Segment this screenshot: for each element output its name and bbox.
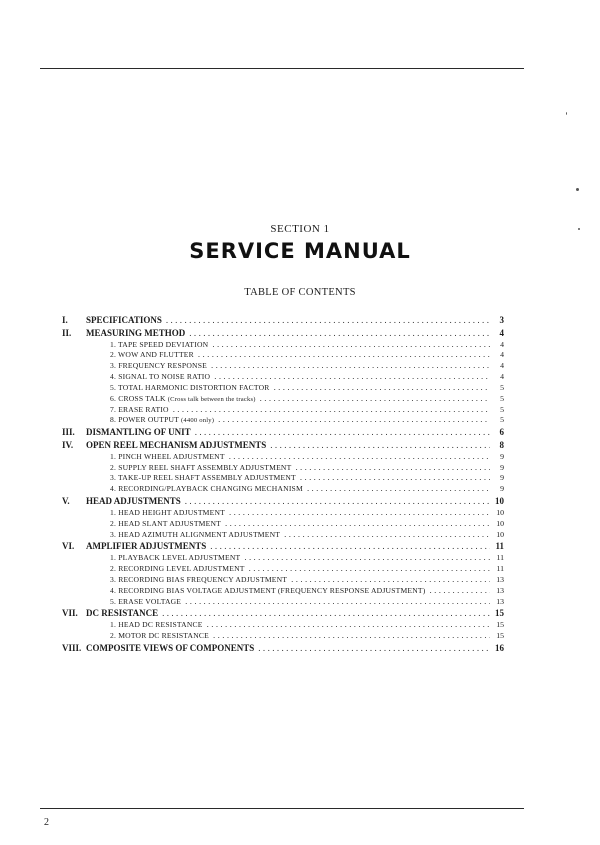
toc-subsection-row (62, 371, 504, 382)
scan-speck (578, 228, 580, 230)
toc-title-text: 1. HEAD HEIGHT ADJUSTMENT (110, 507, 225, 517)
toc-dot-leader (307, 483, 490, 494)
toc-title-text: 5. TOTAL HARMONIC DISTORTION FACTOR (110, 382, 270, 392)
toc-title (110, 508, 225, 519)
toc-title-text: 1. HEAD DC RESISTANCE (110, 620, 203, 630)
toc-title (86, 643, 254, 654)
toc-dot-leader (258, 643, 490, 654)
toc-subsection-row (62, 349, 504, 360)
toc-title (110, 519, 221, 530)
toc-dot-leader (244, 552, 490, 563)
toc-section-row (62, 328, 504, 339)
toc-title (86, 440, 266, 451)
toc-title-text: 4. RECORDING BIAS VOLTAGE ADJUSTMENT (FREQUENCY RESPONSE ADJUSTMENT) (110, 585, 426, 595)
toc-subsection-row (62, 585, 504, 596)
toc-dot-leader (211, 360, 490, 371)
toc-title-text: 2. MOTOR DC RESISTANCE (110, 630, 210, 640)
toc-number: VI. (62, 541, 75, 552)
toc-dot-leader (198, 349, 490, 360)
toc-note: (Cross talk between the tracks) (167, 395, 256, 403)
toc-page-number: 5 (500, 393, 504, 403)
toc-title-text: 2. RECORDING LEVEL ADJUSTMENT (110, 564, 245, 574)
toc-page-number: 4 (500, 361, 504, 371)
toc-subsection-row (62, 552, 504, 563)
toc-number: III. (62, 427, 75, 438)
toc-title (86, 541, 206, 552)
scan-speck (576, 188, 579, 191)
toc-page-number: 13 (496, 574, 504, 584)
toc-number: VIII. (62, 642, 82, 653)
toc-title-text: 1. TAPE SPEED DEVIATION (110, 339, 209, 349)
toc-number: V. (62, 496, 70, 507)
toc-page-number: 5 (500, 382, 504, 392)
toc-dot-leader (260, 393, 490, 404)
bottom-rule (40, 808, 524, 809)
toc-page-number: 15 (495, 608, 504, 619)
toc-page-number: 13 (496, 596, 504, 606)
toc-section-row (62, 608, 504, 619)
toc-page-number: 10 (496, 518, 504, 528)
toc-dot-leader (185, 596, 490, 607)
toc-title (110, 484, 303, 495)
toc-dot-leader (300, 472, 490, 483)
toc-title (110, 597, 181, 608)
toc-dot-leader (274, 382, 490, 393)
top-rule (40, 68, 524, 69)
toc-section-row (62, 541, 504, 552)
toc-dot-leader (430, 585, 490, 596)
toc-title-text: SPECIFICATIONS (86, 315, 162, 325)
toc-page-number: 9 (500, 484, 504, 494)
toc-section-row (62, 496, 504, 507)
toc-title (110, 383, 270, 394)
toc-page-number: 10 (495, 496, 504, 507)
toc-title-text: 3. RECORDING BIAS FREQUENCY ADJUSTMENT (110, 574, 288, 584)
toc-dot-leader (213, 630, 490, 641)
toc-page-number: 9 (500, 473, 504, 483)
toc-subsection-row (62, 414, 504, 425)
toc-dot-leader (195, 427, 490, 438)
toc-title-text: COMPOSITE VIEWS OF COMPONENTS (86, 642, 255, 653)
toc-subsection-row (62, 451, 504, 462)
toc-subsection-row (62, 382, 504, 393)
toc-page-number: 15 (496, 630, 504, 640)
toc-page-number: 4 (500, 350, 504, 360)
toc-subsection-row (62, 483, 504, 494)
toc-page-number: 6 (499, 427, 504, 438)
toc-title (110, 463, 291, 474)
toc-dot-leader (284, 529, 490, 540)
toc-title (110, 372, 210, 383)
toc-dot-leader (291, 574, 490, 585)
toc-page-number: 8 (499, 439, 504, 450)
toc-title-text: OPEN REEL MECHANISM ADJUSTMENTS (86, 439, 267, 450)
toc-dot-leader (214, 371, 490, 382)
toc-title-text: MEASURING METHOD (86, 327, 186, 338)
toc-subsection-row (62, 462, 504, 473)
toc-subsection-row (62, 404, 504, 415)
toc-subsection-row (62, 393, 504, 404)
page-number: 2 (44, 817, 49, 828)
toc-title-text: 3. TAKE-UP REEL SHAFT ASSEMBLY ADJUSTMENT (110, 473, 296, 483)
toc-title (110, 415, 214, 427)
toc-number: IV. (62, 439, 74, 450)
toc-page-number: 3 (499, 315, 504, 325)
toc-page-number: 5 (500, 415, 504, 425)
toc-title-text: 4. SIGNAL TO NOISE RATIO (110, 372, 211, 382)
toc-title-text: DISMANTLING OF UNIT (86, 427, 191, 438)
toc-page-number: 5 (500, 404, 504, 414)
toc-dot-leader (249, 563, 490, 574)
toc-title-text: 1. PLAYBACK LEVEL ADJUSTMENT (110, 553, 241, 563)
toc-title-text: 8. POWER OUTPUT (110, 415, 179, 425)
toc-dot-leader (295, 462, 490, 473)
toc-title-text: AMPLIFIER ADJUSTMENTS (86, 541, 207, 552)
toc-section-row (62, 440, 504, 451)
toc-page-number: 13 (496, 585, 504, 595)
toc-title-text: DC RESISTANCE (86, 608, 159, 619)
toc-dot-leader (166, 315, 490, 326)
toc-number: II. (62, 327, 72, 338)
toc-title (110, 350, 194, 361)
scan-speck (566, 112, 567, 115)
toc-title-text: 2. WOW AND FLUTTER (110, 350, 194, 360)
toc-section-row (62, 427, 504, 438)
toc-page-number: 4 (499, 327, 504, 338)
toc-dot-leader (173, 404, 490, 415)
toc-subsection-row (62, 619, 504, 630)
toc-dot-leader (225, 518, 490, 529)
toc-subsection-row (62, 574, 504, 585)
toc-dot-leader (207, 619, 490, 630)
section-label: SECTION 1 (270, 223, 330, 235)
toc-title (110, 553, 240, 564)
toc-page-number: 9 (500, 462, 504, 472)
toc-subsection-row (62, 507, 504, 518)
toc-subsection-row (62, 472, 504, 483)
toc-dot-leader (229, 451, 490, 462)
toc-title-text: 4. RECORDING/PLAYBACK CHANGING MECHANISM (110, 484, 303, 494)
page-title: SERVICE MANUAL (189, 239, 411, 263)
toc-subsection-row (62, 563, 504, 574)
toc-dot-leader (185, 496, 490, 507)
toc-number: I. (62, 315, 68, 325)
toc-title (86, 496, 181, 507)
toc-title (86, 427, 191, 438)
toc-title (110, 564, 245, 575)
toc-dot-leader (162, 608, 490, 619)
toc-subsection-row (62, 339, 504, 350)
toc-title (110, 473, 296, 484)
toc-page-number: 10 (496, 529, 504, 539)
toc-dot-leader (218, 414, 490, 425)
toc-title (110, 340, 208, 351)
toc-page-number: 10 (496, 507, 504, 517)
table-of-contents (62, 315, 504, 654)
toc-subsection-row (62, 596, 504, 607)
toc-dot-leader (229, 507, 490, 518)
toc-title (110, 631, 209, 642)
toc-title-text: 2. HEAD SLANT ADJUSTMENT (110, 518, 221, 528)
toc-title (110, 405, 169, 416)
toc-dot-leader (270, 440, 490, 451)
toc-page-number: 11 (496, 564, 504, 574)
toc-note: (4400 only) (181, 417, 215, 425)
toc-dot-leader (189, 328, 490, 339)
toc-title (110, 530, 280, 541)
toc-title-text: 5. ERASE VOLTAGE (110, 596, 182, 606)
toc-title-text: 1. PINCH WHEEL ADJUSTMENT (110, 451, 225, 461)
toc-title-text: 3. FREQUENCY RESPONSE (110, 361, 207, 371)
toc-subsection-row (62, 360, 504, 371)
toc-page-number: 9 (500, 451, 504, 461)
toc-title (110, 452, 225, 463)
toc-page-number: 11 (496, 553, 504, 563)
toc-title (86, 328, 185, 339)
toc-section-row (62, 315, 504, 326)
toc-page-number: 11 (495, 541, 504, 552)
toc-page-number: 16 (495, 642, 504, 653)
toc-section-row (62, 643, 504, 654)
toc-title-text: 6. CROSS TALK (110, 393, 166, 403)
toc-title-text: 7. ERASE RATIO (110, 404, 169, 414)
toc-dot-leader (212, 339, 490, 350)
toc-title-text: 2. SUPPLY REEL SHAFT ASSEMBLY ADJUSTMENT (110, 462, 292, 472)
toc-subsection-row (62, 529, 504, 540)
toc-title-text: HEAD ADJUSTMENTS (86, 496, 181, 507)
toc-title (110, 361, 207, 372)
toc-number: VII. (62, 608, 78, 619)
toc-title (110, 620, 203, 631)
toc-title (86, 608, 158, 619)
toc-title (110, 575, 287, 586)
toc-page-number: 4 (500, 339, 504, 349)
toc-title (86, 315, 162, 326)
toc-heading: TABLE OF CONTENTS (244, 287, 356, 298)
toc-subsection-row (62, 630, 504, 641)
toc-page-number: 15 (496, 620, 504, 630)
toc-dot-leader (210, 541, 490, 552)
toc-subsection-row (62, 518, 504, 529)
toc-page-number: 4 (500, 372, 504, 382)
toc-title-text: 3. HEAD AZIMUTH ALIGNMENT ADJUSTMENT (110, 529, 281, 539)
